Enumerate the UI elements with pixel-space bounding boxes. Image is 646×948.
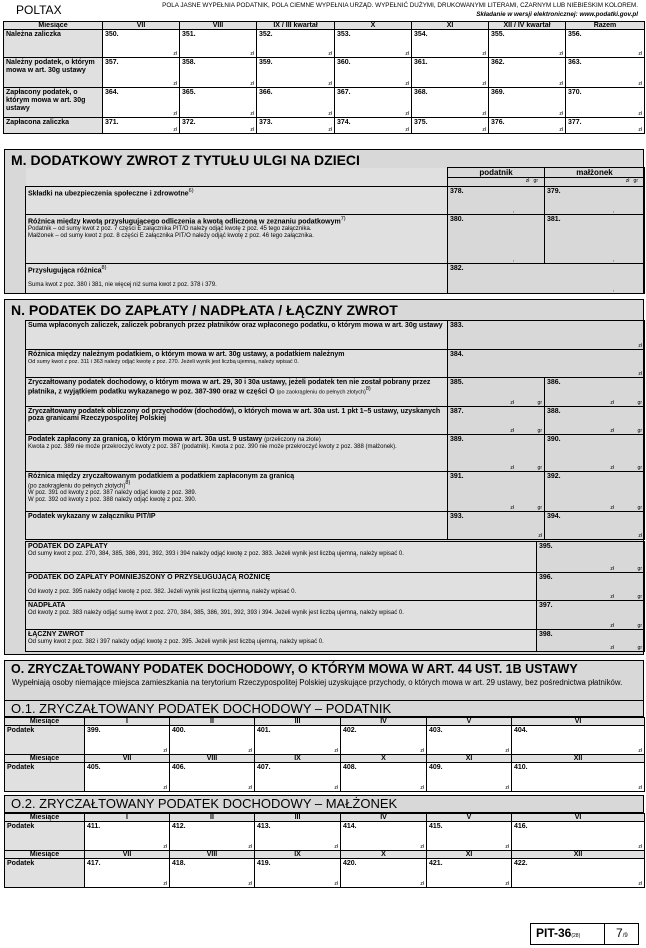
field-cell[interactable]: 373. zł — [257, 118, 335, 134]
section-n-table-a: Suma wpłaconych zaliczek, zaliczek pobranych przez płatników oraz wpłaconego podatku, o którym mowa w art. 30g ustawy 383. zł Różnica między należnym podatkiem, o którym mowa w art. 30g ustawy, a podatkiem należnym Od sumy kwot z poz. 311 i 363 należy odjąć kwotę z poz. 270. Jeżeli wynik jest liczbą ujemną, należy wpisać 0. 384. zł Zryczałtowany podatek dochodowy, o którym mowa w art. 29, 30 i 30a ustawy, jeżeli podatek ten nie został pobrany przez płatnika, z wyjątkiem podatku wykazanego w poz. 387-390 oraz w części O (po zaokrągleniu do pełnych złotych)$^{8)}$ 385. zł gr 386. zł gr Zryczałtowany podatek obliczony od przychodów (dochodów), o których mowa w art. 30a ust. 1 pkt 1–5 ustawy, uzyskanych poza granicami Rzeczypospolitej Polskiej 387. zł gr 388. zł gr Podatek zapłacony za granicą, o którym mowa w art. 30a ust. 9 ustawy (przeliczony na złote) Kwota z poz. 389 nie może przekroczyć kwoty z poz. 387 (podatnik). Kwota z poz. 390 nie może przekroczyć kwoty z poz. 388 (małżonek). 389. zł gr 390. zł gr Różnica między zryczałtowanym podatkiem a podatkiem zapłaconym za granicą (po zaokrągleniu do pełnych złotych)$^{8)}$ W poz. 391 od kwoty z poz. 387 należy odjąć kwotę z poz. 389. W poz. 392 od kwoty z poz. 388 należy odjąć kwotę z poz. 390. 391. zł gr 392. zł gr Podatek wykazany w załączniku PIT/IP 393. zł 394. zł — [25, 320, 645, 540]
monthly-row — [4, 118, 645, 134]
month-header: XI — [427, 851, 512, 859]
monthly-row — [4, 58, 645, 88]
months-header — [5, 851, 645, 859]
field-390[interactable]: 390. zł gr — [545, 435, 645, 472]
month-header: I — [85, 718, 170, 726]
field-cell[interactable]: 355. zł — [489, 30, 566, 58]
tax-row — [5, 726, 645, 755]
field-398[interactable]: 398. zł gr — [537, 630, 645, 652]
field-cell[interactable]: 350. zł — [103, 30, 180, 58]
field-cell[interactable]: 415. zł — [427, 822, 512, 851]
field-cell[interactable]: 358. zł — [180, 58, 257, 88]
field-378[interactable]: 378. , — [448, 187, 545, 215]
col-viii: VIII — [180, 22, 257, 30]
months-label: Miesiące — [5, 755, 85, 763]
month-header: IX — [255, 755, 341, 763]
field-cell[interactable]: 372. zł — [180, 118, 257, 134]
month-header: VIII — [170, 755, 255, 763]
month-header: IV — [341, 718, 427, 726]
field-cell[interactable]: 406. zł — [170, 763, 255, 792]
field-385[interactable]: 385. zł gr — [448, 378, 545, 407]
field-cell[interactable]: 357. zł — [103, 58, 180, 88]
e-filing-note: Składanie w wersji elektronicznej: www.podatki.gov.pl — [476, 11, 638, 18]
field-cell[interactable]: 402. zł — [341, 726, 427, 755]
section-o-title: O. ZRYCZAŁTOWANY PODATEK DOCHODOWY, O KTÓRYM MOWA W ART. 44 UST. 1B USTAWY — [11, 662, 578, 676]
page-number: 7/9 — [616, 926, 628, 940]
field-384[interactable]: 384. zł — [448, 350, 645, 378]
field-cell[interactable]: 361. zł — [412, 58, 489, 88]
field-cell[interactable]: 401. zł — [255, 726, 341, 755]
section-n-title: N. PODATEK DO ZAPŁATY / NADPŁATA / ŁĄCZNY ZWROT — [11, 302, 398, 318]
field-cell[interactable]: 363. zł — [566, 58, 645, 88]
field-392[interactable]: 392. zł gr — [545, 472, 645, 512]
tax-label: Podatek — [5, 763, 85, 792]
monthly-row — [4, 88, 645, 118]
col-vii: VII — [103, 22, 180, 30]
col-xii: XII / IV kwartał — [489, 22, 566, 30]
field-cell[interactable]: 404. zł — [512, 726, 645, 755]
field-396[interactable]: 396. zł gr — [537, 573, 645, 601]
months-label: Miesiące — [5, 851, 85, 859]
field-cell[interactable]: 375. zł — [412, 118, 489, 134]
row-label: Zapłacona zaliczka — [4, 118, 103, 134]
field-cell[interactable]: 368. zł — [412, 88, 489, 118]
field-382[interactable]: 382. , — [448, 264, 645, 294]
month-header: XII — [512, 755, 645, 763]
month-header: III — [255, 814, 341, 822]
o1-table — [4, 717, 645, 792]
field-cell[interactable]: 414. zł — [341, 822, 427, 851]
field-cell[interactable]: 356. zł — [566, 30, 645, 58]
m-r1-label: Składki na ubezpieczenia społeczne i zdrowotne — [28, 190, 189, 198]
field-cell[interactable]: 408. zł — [341, 763, 427, 792]
month-header: X — [341, 851, 427, 859]
col-x: X — [335, 22, 412, 30]
tax-row — [5, 859, 645, 888]
field-cell[interactable]: 413. zł — [255, 822, 341, 851]
field-cell[interactable]: 418. zł — [170, 859, 255, 888]
months-header — [5, 718, 645, 726]
field-cell[interactable]: 403. zł — [427, 726, 512, 755]
monthly-row — [4, 30, 645, 58]
month-header: II — [170, 814, 255, 822]
field-cell[interactable]: 407. zł — [255, 763, 341, 792]
field-cell[interactable]: 371. zł — [103, 118, 180, 134]
field-cell[interactable]: 359. zł — [257, 58, 335, 88]
tax-row — [5, 763, 645, 792]
field-cell[interactable]: 367. zł — [335, 88, 412, 118]
monthly-table — [3, 21, 645, 134]
field-389[interactable]: 389. zł gr — [448, 435, 545, 472]
month-header: IV — [341, 814, 427, 822]
section-o-desc: Wypełniają osoby niemające miejsca zamieszkania na terytorium Rzeczypospolitej Polskiej uzyskujące przychody, o których mowa w art. 29 ustawy, bez pośrednictwa płatników. — [12, 678, 623, 687]
instructions: POLA JASNE WYPEŁNIA PODATNIK, POLA CIEMNE WYPEŁNIA URZĄD. WYPEŁNIĆ DUŻYMI, DRUKOWANYMI LITERAMI, CZARNYM LUB NIEBIESKIM KOLOREM. — [162, 2, 638, 9]
section-o2-title: O.2. ZRYCZAŁTOWANY PODATEK DOCHODOWY – MAŁŻONEK — [11, 796, 398, 811]
o2-table — [4, 813, 645, 888]
field-cell[interactable]: 416. zł — [512, 822, 645, 851]
months-label: Miesiące — [5, 718, 85, 726]
row-label: Należny podatek, o którym mowa w art. 30g ustawy — [4, 58, 103, 88]
row-label: Zapłacony podatek, o którym mowa w art. 30g ustawy — [4, 88, 103, 118]
field-cell[interactable]: 365. zł — [180, 88, 257, 118]
field-cell[interactable]: 399. zł — [85, 726, 170, 755]
field-387[interactable]: 387. zł gr — [448, 407, 545, 435]
field-379[interactable]: 379. , — [545, 187, 645, 215]
col-total: Razem — [566, 22, 645, 30]
month-header: I — [85, 814, 170, 822]
field-cell[interactable]: 364. zł — [103, 88, 180, 118]
section-m-table: podatnik zł gr małżonek zł gr Składki na ubezpieczenia społeczne i zdrowotne$^{6)}$ 378. , 379. , Różnica między kwotą przysługującego odliczenia a kwotą odliczoną w zeznaniu podatkowym$^{7)}$ Podatnik – od sumy kwot z poz. 7 części E załącznika PIT/O należy odjąć kwotę z poz. 45 tego załącznika. Małżonek – od sumy kwot z poz. 8 części E załącznika PIT/O należy odjąć kwotę z poz. 46 tego załącznika. 380. , 381. , Przysługująca różnica$^{8)}$ Suma kwot z poz. 380 i 381, nie więcej niż suma kwot z poz. 378 i 379. 382. , — [25, 167, 645, 294]
field-383[interactable]: 383. zł — [448, 321, 645, 350]
month-header: III — [255, 718, 341, 726]
month-header: VIII — [170, 851, 255, 859]
months-header — [5, 814, 645, 822]
col-ix: IX / III kwartał — [257, 22, 335, 30]
form-id: PIT-36(28) — [536, 926, 581, 940]
tax-row — [5, 822, 645, 851]
field-393[interactable]: 393. zł — [448, 512, 545, 540]
month-header: VII — [85, 851, 170, 859]
field-394[interactable]: 394. zł — [545, 512, 645, 540]
section-n-table-b: PODATEK DO ZAPŁATY Od sumy kwot z poz. 270, 384, 385, 386, 391, 392, 393 i 394 należy odjąć kwotę z poz. 383. Jeżeli wynik jest liczbą ujemną, należy wpisać 0. 395. zł gr PODATEK DO ZAPŁATY POMNIEJSZONY O PRZYSŁUGUJĄCĄ RÓŻNICĘ Od kwoty z poz. 395 należy odjąć kwotę z poz. 382. Jeżeli wynik jest liczbą ujemną, należy wpisać 0. 396. zł gr NADPŁATA Od kwoty z poz. 383 należy odjąć sumę kwot z poz. 270, 384, 385, 386, 391, 392, 393 i 394. Jeżeli wynik jest liczbą ujemną, należy wpisać 0. 397. zł gr ŁĄCZNY ZWROT Od sumy kwot z poz. 382 i 397 należy odjąć kwotę z poz. 395. Jeżeli wynik jest liczbą ujemną, należy wpisać 0. 398. zł gr — [25, 541, 645, 652]
month-header: VI — [512, 718, 645, 726]
month-header: II — [170, 718, 255, 726]
field-cell[interactable]: 420. zł — [341, 859, 427, 888]
field-cell[interactable]: 400. zł — [170, 726, 255, 755]
field-cell[interactable]: 369. zł — [489, 88, 566, 118]
field-cell[interactable]: 366. zł — [257, 88, 335, 118]
field-cell[interactable]: 377. zł — [566, 118, 645, 134]
field-cell[interactable]: 353. zł — [335, 30, 412, 58]
field-cell[interactable]: 411. zł — [85, 822, 170, 851]
field-397[interactable]: 397. zł gr — [537, 601, 645, 630]
field-388[interactable]: 388. zł gr — [545, 407, 645, 435]
field-380[interactable]: 380. , — [448, 215, 545, 264]
monthly-header — [4, 22, 645, 30]
month-header: V — [427, 814, 512, 822]
field-391[interactable]: 391. zł gr — [448, 472, 545, 512]
section-o1-title: O.1. ZRYCZAŁTOWANY PODATEK DOCHODOWY – PODATNIK — [11, 701, 392, 716]
field-386[interactable]: 386. zł gr — [545, 378, 645, 407]
field-cell[interactable]: 352. zł — [257, 30, 335, 58]
field-395[interactable]: 395. zł gr — [537, 542, 645, 573]
months-header — [5, 755, 645, 763]
field-cell[interactable]: 370. zł — [566, 88, 645, 118]
month-header: XII — [512, 851, 645, 859]
col-taxpayer: podatnik zł gr — [448, 168, 545, 187]
tax-label: Podatek — [5, 726, 85, 755]
field-cell[interactable]: 374. zł — [335, 118, 412, 134]
field-cell[interactable]: 376. zł — [489, 118, 566, 134]
field-cell[interactable]: 410. zł — [512, 763, 645, 792]
month-header: XI — [427, 755, 512, 763]
field-cell[interactable]: 405. zł — [85, 763, 170, 792]
field-cell[interactable]: 360. zł — [335, 58, 412, 88]
col-months: Miesiące — [4, 22, 103, 30]
field-cell[interactable]: 417. zł — [85, 859, 170, 888]
field-cell[interactable]: 409. zł — [427, 763, 512, 792]
field-cell[interactable]: 351. zł — [180, 30, 257, 58]
month-header: VI — [512, 814, 645, 822]
month-header: X — [341, 755, 427, 763]
tax-label: Podatek — [5, 822, 85, 851]
month-header: V — [427, 718, 512, 726]
field-381[interactable]: 381. , — [545, 215, 645, 264]
col-xi: XI — [412, 22, 489, 30]
month-header: VII — [85, 755, 170, 763]
section-m-title: M. DODATKOWY ZWROT Z TYTUŁU ULGI NA DZIECI — [11, 152, 360, 168]
field-cell[interactable]: 362. zł — [489, 58, 566, 88]
field-cell[interactable]: 354. zł — [412, 30, 489, 58]
row-label: Należna zaliczka — [4, 30, 103, 58]
months-label: Miesiące — [5, 814, 85, 822]
field-cell[interactable]: 412. zł — [170, 822, 255, 851]
tax-label: Podatek — [5, 859, 85, 888]
field-cell[interactable]: 419. zł — [255, 859, 341, 888]
month-header: IX — [255, 851, 341, 859]
field-cell[interactable]: 422. zł — [512, 859, 645, 888]
brand: POLTAX — [16, 3, 62, 17]
field-cell[interactable]: 421. zł — [427, 859, 512, 888]
col-spouse: małżonek zł gr — [545, 168, 645, 187]
